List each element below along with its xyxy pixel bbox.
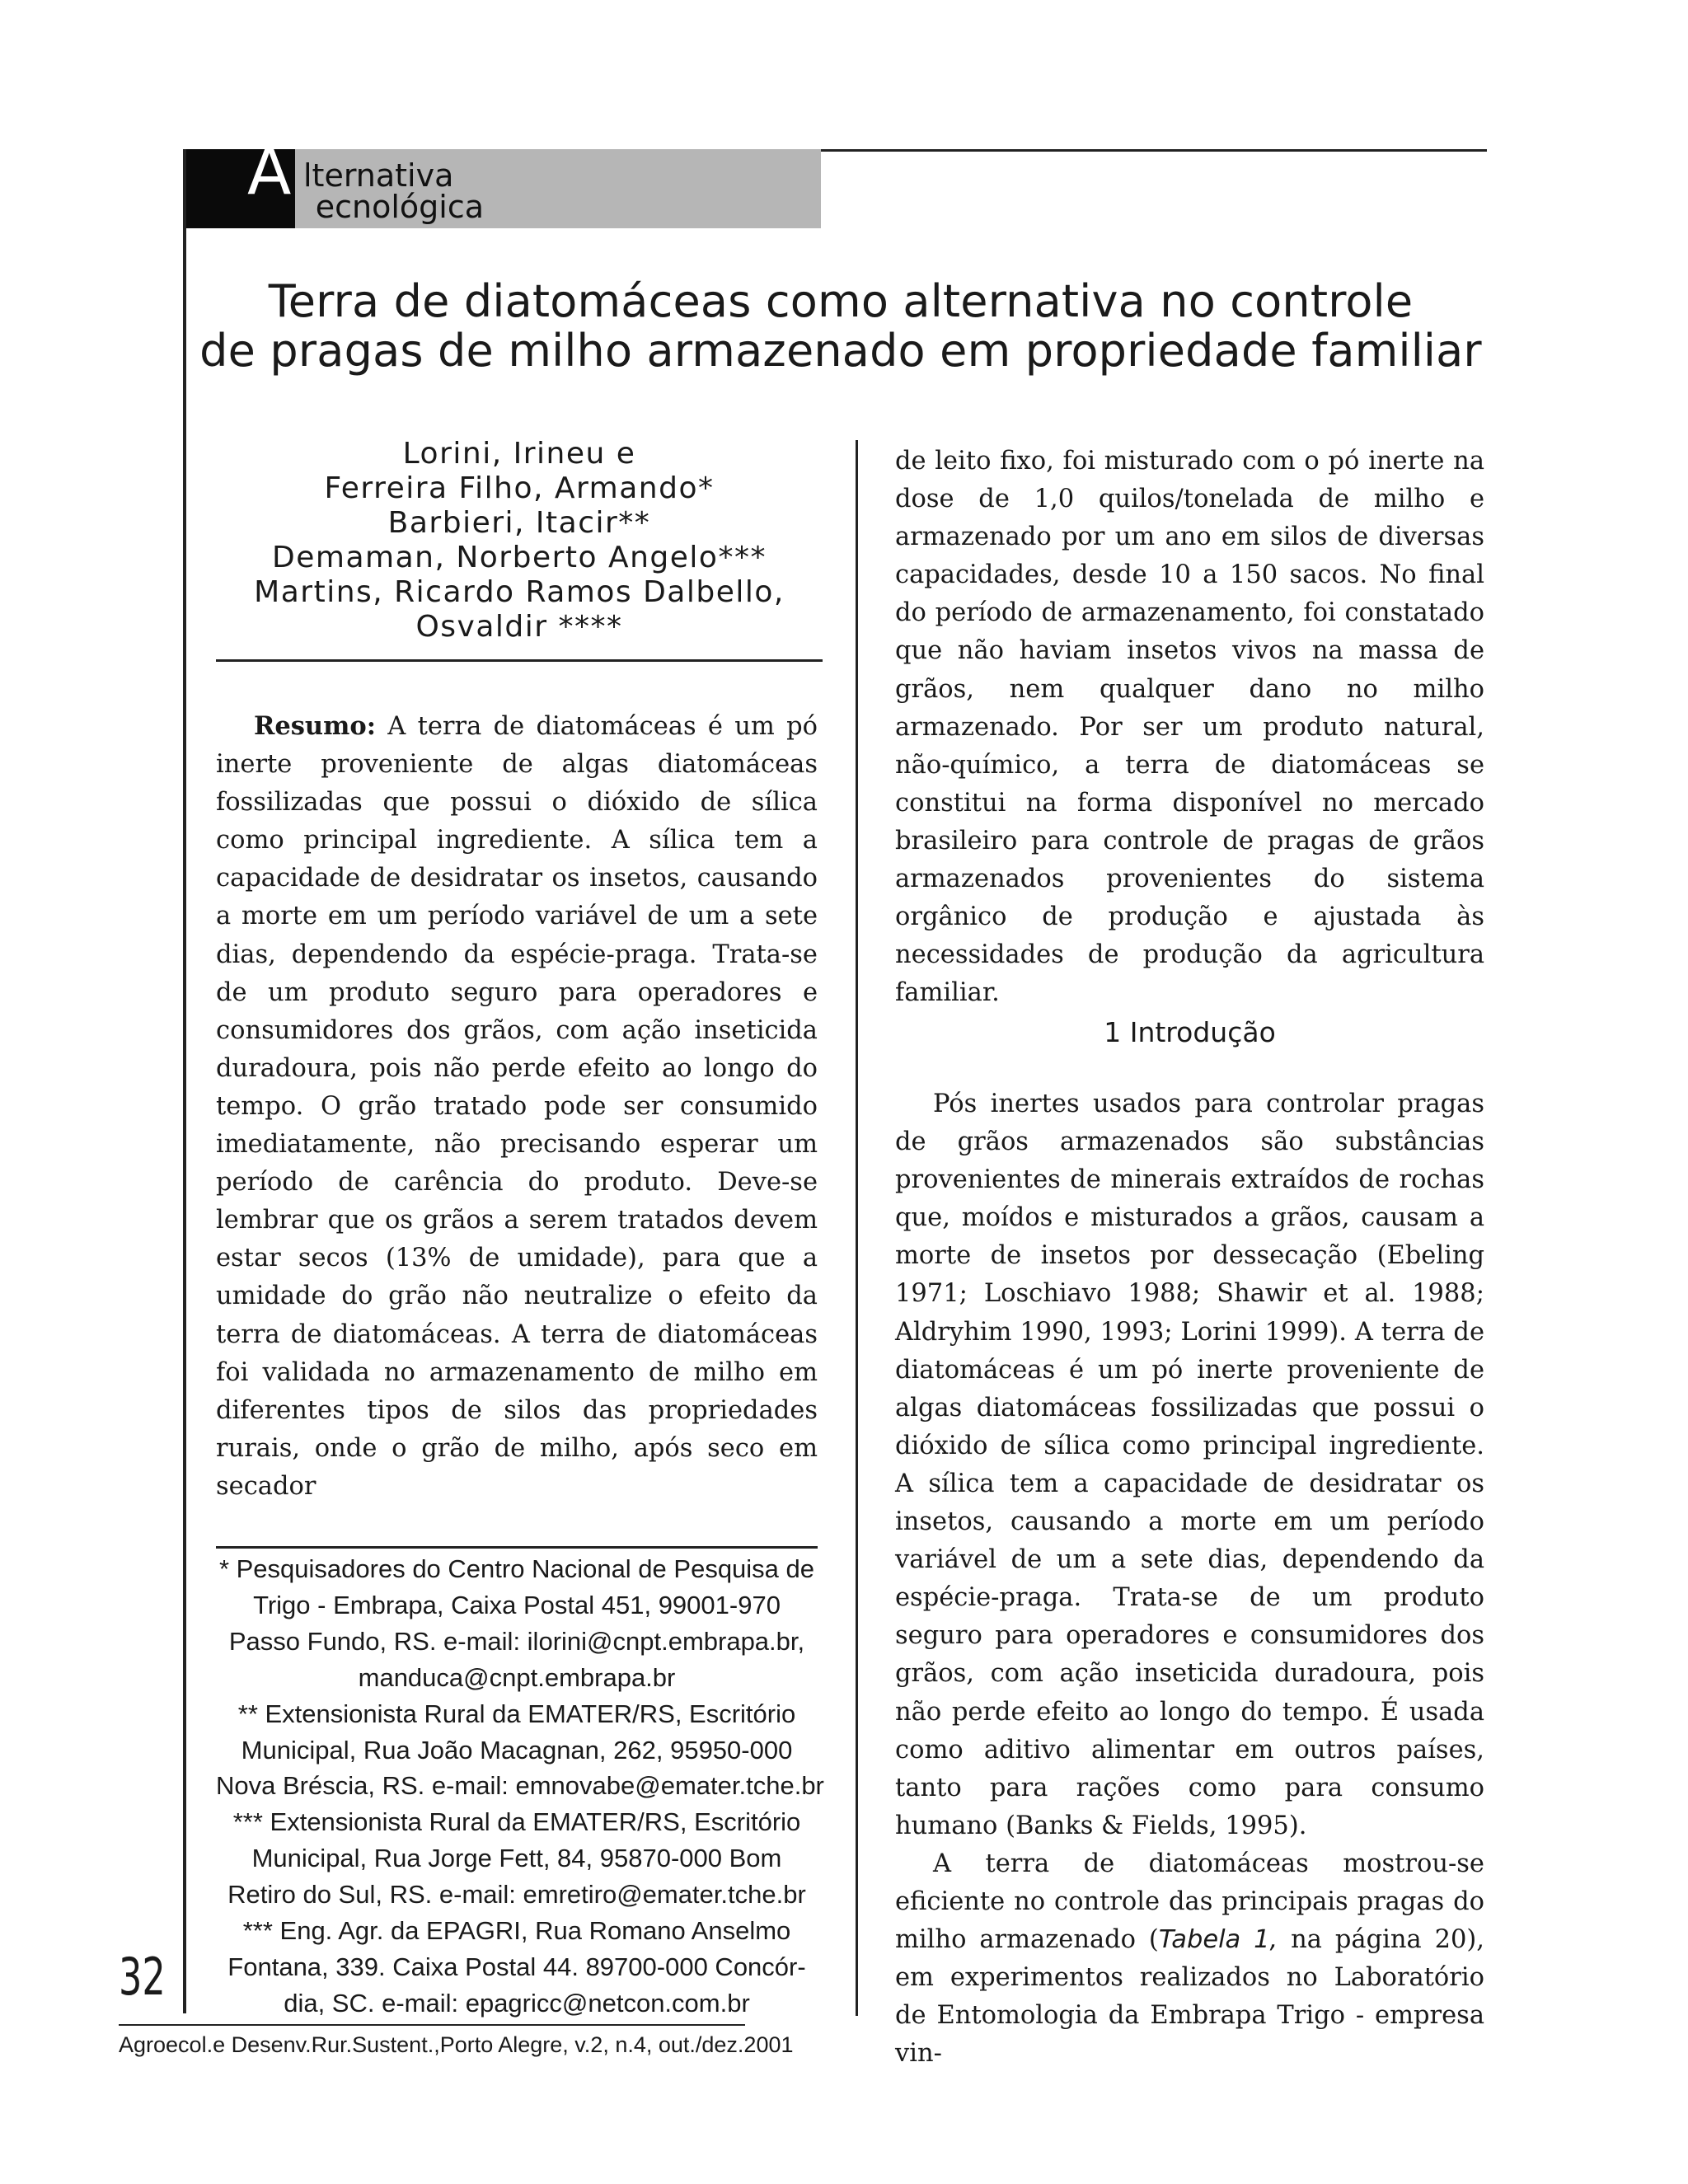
top-rule: [821, 149, 1487, 152]
footnote-line: Fontana, 339. Caixa Postal 44. 89700-000 Concór-: [227, 1952, 806, 1981]
authors-rule: [216, 659, 823, 662]
abstract-label: Resumo:: [254, 711, 376, 741]
article-title: [198, 277, 1484, 376]
footnote-line: Municipal, Rua Jorge Fett, 84, 95870-000 Bom: [251, 1844, 782, 1873]
author-line: Lorini, Irineu e: [402, 437, 636, 471]
title-line-2: de pragas de milho armazenado em propriedade familiar: [199, 325, 1482, 377]
author-list: [216, 437, 823, 644]
banner-initial: A: [247, 135, 292, 209]
paragraph-2-start: A terra de diatomáceas mostrou-se eficiente no controle das principais pragas do milho armazenado (: [895, 1849, 1484, 1955]
footnote-line: Trigo - Embrapa, Caixa Postal 451, 99001-970: [253, 1590, 781, 1619]
footnote-line: *** Extensionista Rural da EMATER/RS, Escritório: [232, 1807, 801, 1837]
banner-line-2-text: ecnológica: [315, 189, 485, 225]
abstract-continuation-text: de leito fixo, foi misturado com o pó inerte na dose de 1,0 quilos/tonelada de milho e armazenado por um ano em silos de diversas capacidades, desde 10 a 150 sacos. No final do período de armazenamento, foi constatado que não haviam insetos vivos na massa de grãos, nem qualquer dano no milho armazenado. Por ser um produto natural, não-químico, a terra de diatomáceas se constitui na forma disponível no mercado brasileiro para controle de pragas de grãos armazenados provenientes do sistema orgânico de produção e ajustada às necessidades de produção da agricultura familiar.: [895, 447, 1484, 1008]
introduction-paragraph-2: [895, 1845, 1484, 2074]
page-number: 32: [119, 1947, 166, 2007]
table-reference: Tabela 1,: [1158, 1925, 1278, 1955]
author-line: Barbieri, Itacir**: [387, 506, 651, 540]
footnote-line: manduca@cnpt.embrapa.br: [358, 1662, 676, 1692]
abstract: [216, 707, 818, 1506]
footnote-line: Nova Bréscia, RS. e-mail: emnovabe@emater.tche.br: [216, 1771, 824, 1801]
footnotes: [216, 1551, 824, 2022]
author-line: Martins, Ricardo Ramos Dalbello,: [254, 575, 785, 609]
footnote-line: *** Eng. Agr. da EPAGRI, Rua Romano Anselmo: [242, 1916, 791, 1946]
footnote-line: Retiro do Sul, RS. e-mail: emretiro@emater.tche.br: [227, 1880, 806, 1910]
journal-citation: Agroecol.e Desenv.Rur.Sustent.,Porto Alegre, v.2, n.4, out./dez.2001: [119, 2032, 794, 2057]
footnote-line: dia, SC. e-mail: epagricc@netcon.com.br: [284, 1988, 750, 2018]
banner-line-1: lternativa: [303, 157, 454, 194]
introduction-heading: 1 Introdução: [1104, 1016, 1276, 1048]
footnote-line: ** Extensionista Rural da EMATER/RS, Escritório: [237, 1699, 796, 1728]
footnote-rule: [216, 1546, 818, 1549]
column-divider: [856, 440, 858, 2016]
abstract-continuation: [895, 443, 1484, 1012]
author-line: Osvaldir ****: [415, 610, 623, 644]
author-line: Demaman, Norberto Angelo***: [272, 541, 767, 574]
footer-rule: [119, 2024, 745, 2026]
footnote-line: Municipal, Rua João Macagnan, 262, 95950-000: [241, 1735, 793, 1765]
abstract-text: A terra de diatomáceas é um pó inerte proveniente de algas diatomáceas fossilizadas que possui o dióxido de sílica como principal ingrediente. A sílica tem a capacidade de desidratar os insetos, causando a morte em um período variável de um a sete dias, dependendo da espécie-praga. Trata-se de um produto seguro para operadores e consumidores dos grãos, com ação inseticida duradoura, pois não perde efeito ao longo do tempo. O grão tratado pode ser consumido imediatamente, não precisando esperar um período de carência do produto. Deve-se lembrar que os grãos a serem tratados devem estar secos (13% de umidade), para que a umidade do grão não neutralize o efeito da terra de diatomáceas. A terra de diatomáceas foi validada no armazenamento de milho em diferentes tipos de silos das propriedades rurais, onde o grão de milho, após seco em secador: [216, 712, 818, 1501]
introduction-paragraph-1: Pós inertes usados para controlar pragas de grãos armazenados são substâncias provenientes de minerais extraídos de rochas que, moídos e misturados a grãos, causam a morte de insetos por dessecação (Ebeling 1971; Loschiavo 1988; Shawir et al. 1988; Aldryhim 1990, 1993; Lorini 1999). A terra de diatomáceas é um pó inerte proveniente de algas diatomáceas fossilizadas que possui o dióxido de sílica como principal ingrediente. A sílica tem a capacidade de desidratar os insetos, causando a morte em um período variável de um a sete dias, dependendo da espécie-praga. Trata-se de um produto seguro para operadores e consumidores dos grãos, com ação inseticida duradoura, pois não perde efeito ao longo do tempo. É usada como aditivo alimentar em outros países, tanto para rações como para consumo humano (Banks & Fields, 1995).: [895, 1090, 1484, 1840]
introduction-body: [895, 1085, 1484, 2073]
footnote-line: Passo Fundo, RS. e-mail: ilorini@cnpt.embrapa.br,: [228, 1626, 805, 1656]
footnote-line: * Pesquisadores do Centro Nacional de Pesquisa de: [218, 1554, 815, 1583]
banner-line-2: [295, 191, 484, 223]
paragraph-2-end: na página 20), em experimentos realizados no Laboratório de Entomologia da Embrapa Trigo - empresa vin-: [895, 1925, 1484, 2069]
title-line-1: Terra de diatomáceas como alternativa no controle: [268, 275, 1414, 327]
left-margin-rule: [183, 149, 186, 2013]
author-line: Ferreira Filho, Armando*: [324, 471, 715, 505]
